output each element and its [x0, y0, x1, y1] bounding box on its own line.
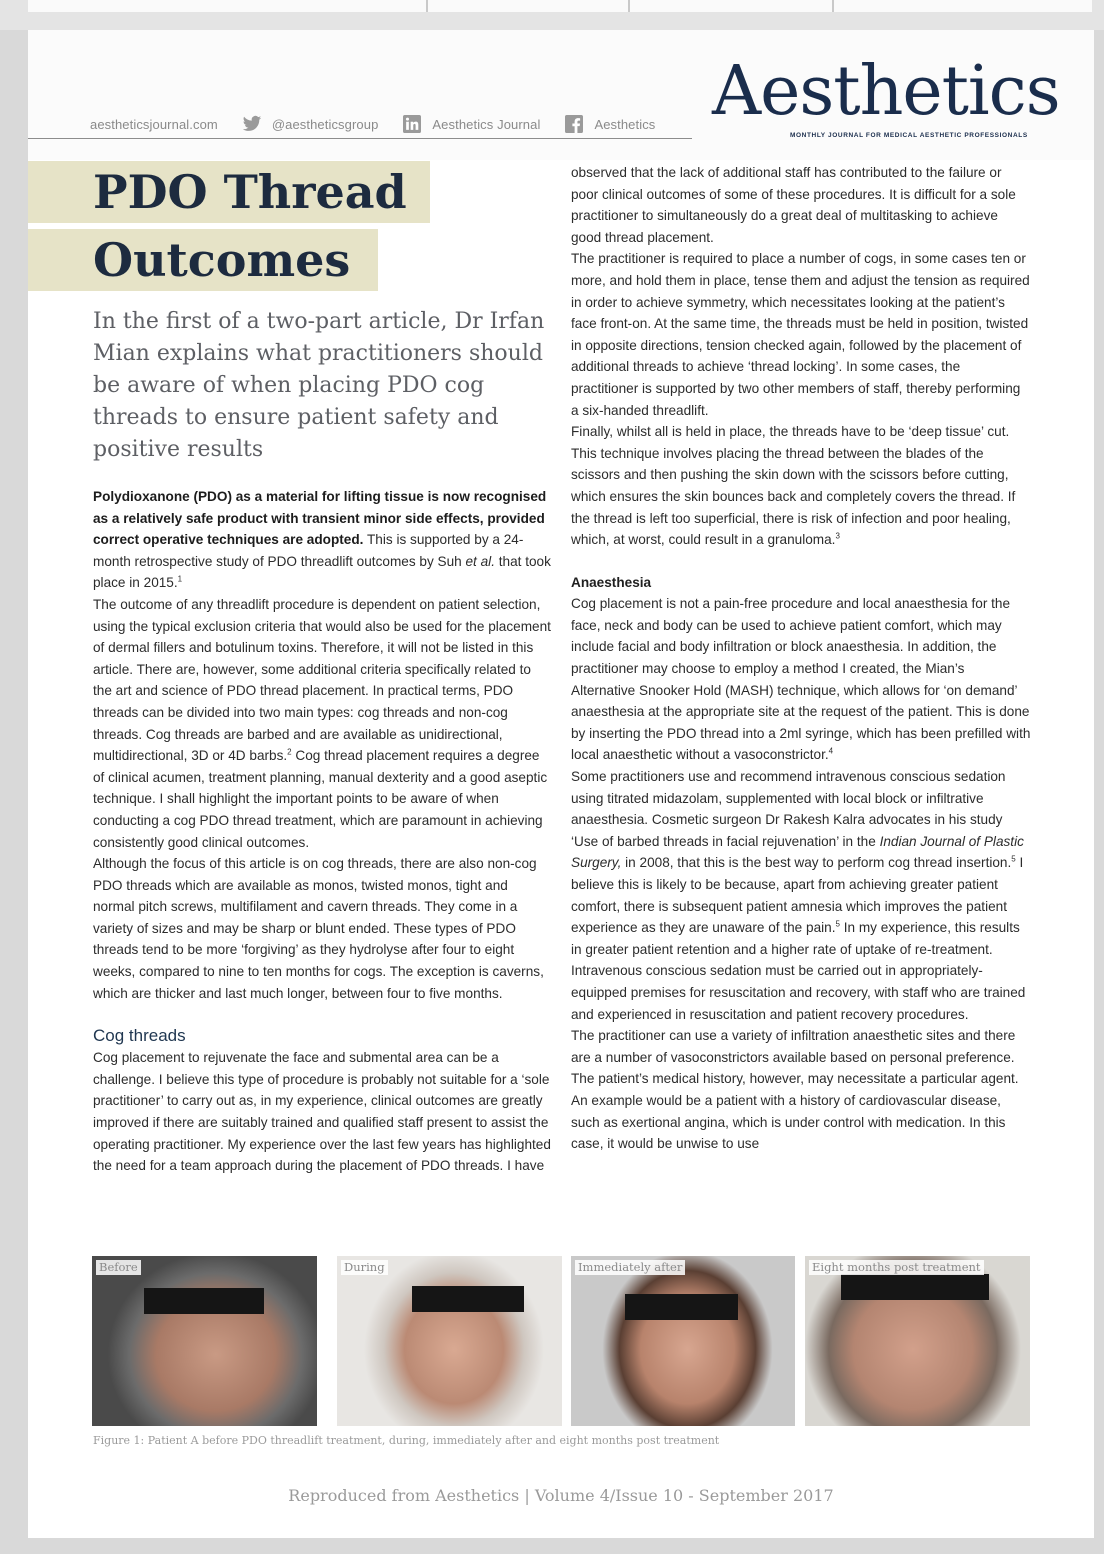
- intro-text: that took place in 2015.: [93, 553, 551, 591]
- intro-text: This is supported by a 24-month retrospective study of PDO threadlift outcomes by Suh: [93, 532, 524, 569]
- body-text: In my experience, this results in greater patient retention and a higher rate of uptake of re-treatment. Intravenous conscious sedation must be carried out in appropriately-equipped premises for resuscitation and recovery, with staff who are trained and experienced in resuscitation and patient recovery procedures.: [571, 920, 1026, 1022]
- censor-bar: [841, 1274, 989, 1300]
- body-text: The outcome of any threadlift procedure is dependent on patient selection, using the typical exclusion criteria that would also be used for the placement of dermal fillers and botulinum toxins. Therefore, it will not be listed in this article. There are, however, some additional criteria specifically related to the art and science of PDO thread placement. In practical terms, PDO threads can be divided into two main types: cog threads and non-cog threads. Cog threads are barbed and are available as unidirectional, multidirectional, 3D or 4D barbs.: [93, 596, 551, 764]
- article-title-line2: Outcomes: [93, 233, 351, 287]
- photo-eight-months: [805, 1256, 1030, 1426]
- body-paragraph: Although the focus of this article is on cog threads, there are also non-cog PDO threads which are available as monos, twisted monos, tight and normal pitch screws, multifilament and cavern threads. They come in a variety of sizes and may be sharp or blunt ended. These types of PDO threads tend to be more ‘forgiving’ as they hydrolyse after four to eight weeks, compared to nine to ten months for cogs. The exception is caverns, which are thicker and last much longer, between four to five months.: [93, 856, 544, 1001]
- article-title-line1: PDO Thread: [93, 165, 407, 219]
- censor-bar: [412, 1286, 524, 1312]
- body-text: in 2008, that this is the best way to perform cog thread insertion.: [621, 855, 1012, 871]
- body-text: I believe this is likely to be because, apart from achieving greater patient comfort, there is subsequent patient amnesia which improves the patient experience as they are unaware of the pain.: [571, 855, 1024, 936]
- body-text: Some practitioners use and recommend intravenous conscious sedation using titrated midazolam, supplemented with local block or infiltrative anaesthesia. Cosmetic surgeon Dr Rakesh Kalra advocates in his study ‘Use of barbed threads in facial rejuvenation’ in the: [571, 769, 1006, 849]
- facebook-icon: [564, 115, 584, 133]
- body-paragraph: The practitioner can use a variety of infiltration anaesthetic sites and there are a number of vasoconstrictors available based on personal preference. The patient’s medical history, however, may necessitate a particular agent. An example would be a patient with a history of cardiovascular disease, such as exertional angina, which is under control with medication. In this case, it would be unwise to use: [571, 1028, 1019, 1152]
- body-paragraph: observed that the lack of additional staff has contributed to the failure or poor clinical outcomes of some of these procedures. It is difficult for a sole practitioner to simultaneously do a great deal of multitasking to achieve good thread placement.: [571, 165, 1016, 245]
- body-paragraph: [571, 766, 1031, 1025]
- reference-mark: 4: [828, 746, 834, 756]
- strip-cell: [834, 0, 1092, 12]
- body-paragraph: The practitioner is required to place a number of cogs, in some cases ten or more, and hold them in place, tense them and adjust the tension as required in order to achieve symmetry, which necessitates looking at the patient’s face front-on. At the same time, the threads must be held in position, twisted in opposite directions, tension checked again, followed by the placement of additional threads to achieve ‘thread locking’. In some cases, the practitioner is supported by two other members of staff, thereby performing a six-handed threadlift.: [571, 251, 1030, 418]
- reference-mark: 5: [1011, 854, 1016, 864]
- top-strip: [0, 0, 1104, 30]
- header-rule: [28, 138, 692, 139]
- right-column: [571, 162, 1031, 1155]
- photo-label: Before: [96, 1260, 141, 1275]
- magazine-page: [28, 30, 1094, 1538]
- intro-etal: et al.: [465, 553, 495, 569]
- reference-mark: 3: [835, 531, 840, 541]
- strip-cell: [630, 0, 834, 12]
- reference-mark: 2: [287, 747, 292, 757]
- photo-immediately-after: [571, 1256, 795, 1426]
- twitter-icon: [242, 115, 262, 133]
- twitter-link[interactable]: @aestheticsgroup: [271, 116, 379, 132]
- censor-bar: [625, 1294, 738, 1320]
- reference-mark: 1: [177, 574, 183, 584]
- intro-paragraph: [93, 486, 551, 594]
- strip-cell: [28, 0, 428, 12]
- photo-label: Immediately after: [575, 1260, 685, 1275]
- website-link[interactable]: aestheticsjournal.com: [90, 116, 218, 132]
- linkedin-icon: [402, 115, 422, 133]
- facebook-link[interactable]: Aesthetics: [594, 116, 656, 132]
- strip-cell: [428, 0, 630, 12]
- body-paragraph: Cog placement to rejuvenate the face and submental area can be a challenge. I believe this type of procedure is probably not suitable for a ‘sole practitioner’ to carry out as, in my experience, clinical outcomes are greatly improved if there are suitably trained and qualified staff present to assist the operating practitioner. My experience over the last few years has highlighted the need for a team approach during the placement of PDO threads. I have: [93, 1050, 551, 1174]
- photo-before: [92, 1256, 317, 1426]
- aesthetics-logo: [706, 52, 1060, 142]
- figure-caption: Figure 1: Patient A before PDO threadlift treatment, during, immediately after and eight months post treatment: [93, 1434, 720, 1447]
- linkedin-link[interactable]: Aesthetics Journal: [432, 116, 541, 132]
- photo-label: Eight months post treatment: [809, 1260, 984, 1275]
- logo-tagline: MONTHLY JOURNAL FOR MEDICAL AESTHETIC PROFESSIONALS: [790, 132, 1028, 139]
- body-text: Finally, whilst all is held in place, the threads have to be ‘deep tissue’ cut. This technique involves placing the thread between the blades of the scissors and then pushing the skin down with the scissors before cutting, which ensures the skin bounces back and completely covers the thread. If the thread is left too superficial, there is risk of infection and poor healing, which, at worst, could result in a granuloma.: [571, 424, 1016, 548]
- reference-mark: 5: [835, 919, 840, 929]
- subheading-anaesthesia: Anaesthesia: [571, 574, 652, 590]
- censor-bar: [144, 1288, 264, 1314]
- journal-name: Indian Journal of Plastic Surgery,: [571, 833, 1024, 871]
- standfirst: In the first of a two-part article, Dr Irfan Mian explains what practitioners should be aware of when placing PDO cog threads to ensure patient safety and positive results: [93, 309, 545, 462]
- page-footer: Reproduced from Aesthetics | Volume 4/Issue 10 - September 2017: [288, 1486, 834, 1505]
- figure-photos: [92, 1256, 1030, 1426]
- body-paragraph: [571, 421, 1031, 551]
- left-column: [93, 486, 551, 1177]
- body-text: Cog placement is not a pain-free procedure and local anaesthesia for the face, neck and body can be used to achieve patient comfort, which may include facial and body infiltration or block anaesthesia. In addition, the practitioner may choose to employ a method I created, the Mian’s Alternative Snooker Hold (MASH) technique, which allows for ‘on demand’ anaesthesia at the appropriate site at the request of the patient. This is done by inserting the PDO thread into a 2ml syringe, which has been prefilled with local anaesthetic without a vasoconstrictor.: [571, 596, 1031, 763]
- body-paragraph: [93, 594, 551, 853]
- logo-wordmark: Aesthetics: [712, 52, 1060, 131]
- photo-label: During: [341, 1260, 388, 1275]
- body-paragraph: [571, 593, 1031, 766]
- social-links: [90, 112, 679, 136]
- photo-during: [337, 1256, 562, 1426]
- body-text: Cog thread placement requires a degree of clinical acumen, treatment planning, manual dexterity and a good aseptic technique. I shall highlight the important points to be aware of when conducting a cog PDO thread treatment, which are paramount in achieving consistently good clinical outcomes.: [93, 748, 548, 850]
- intro-lead: Polydioxanone (PDO) as a material for lifting tissue is now recognised as a relatively safe product with transient minor side effects, provided correct operative techniques are adopted.: [93, 489, 547, 548]
- subheading-cog-threads: Cog threads: [93, 1026, 186, 1046]
